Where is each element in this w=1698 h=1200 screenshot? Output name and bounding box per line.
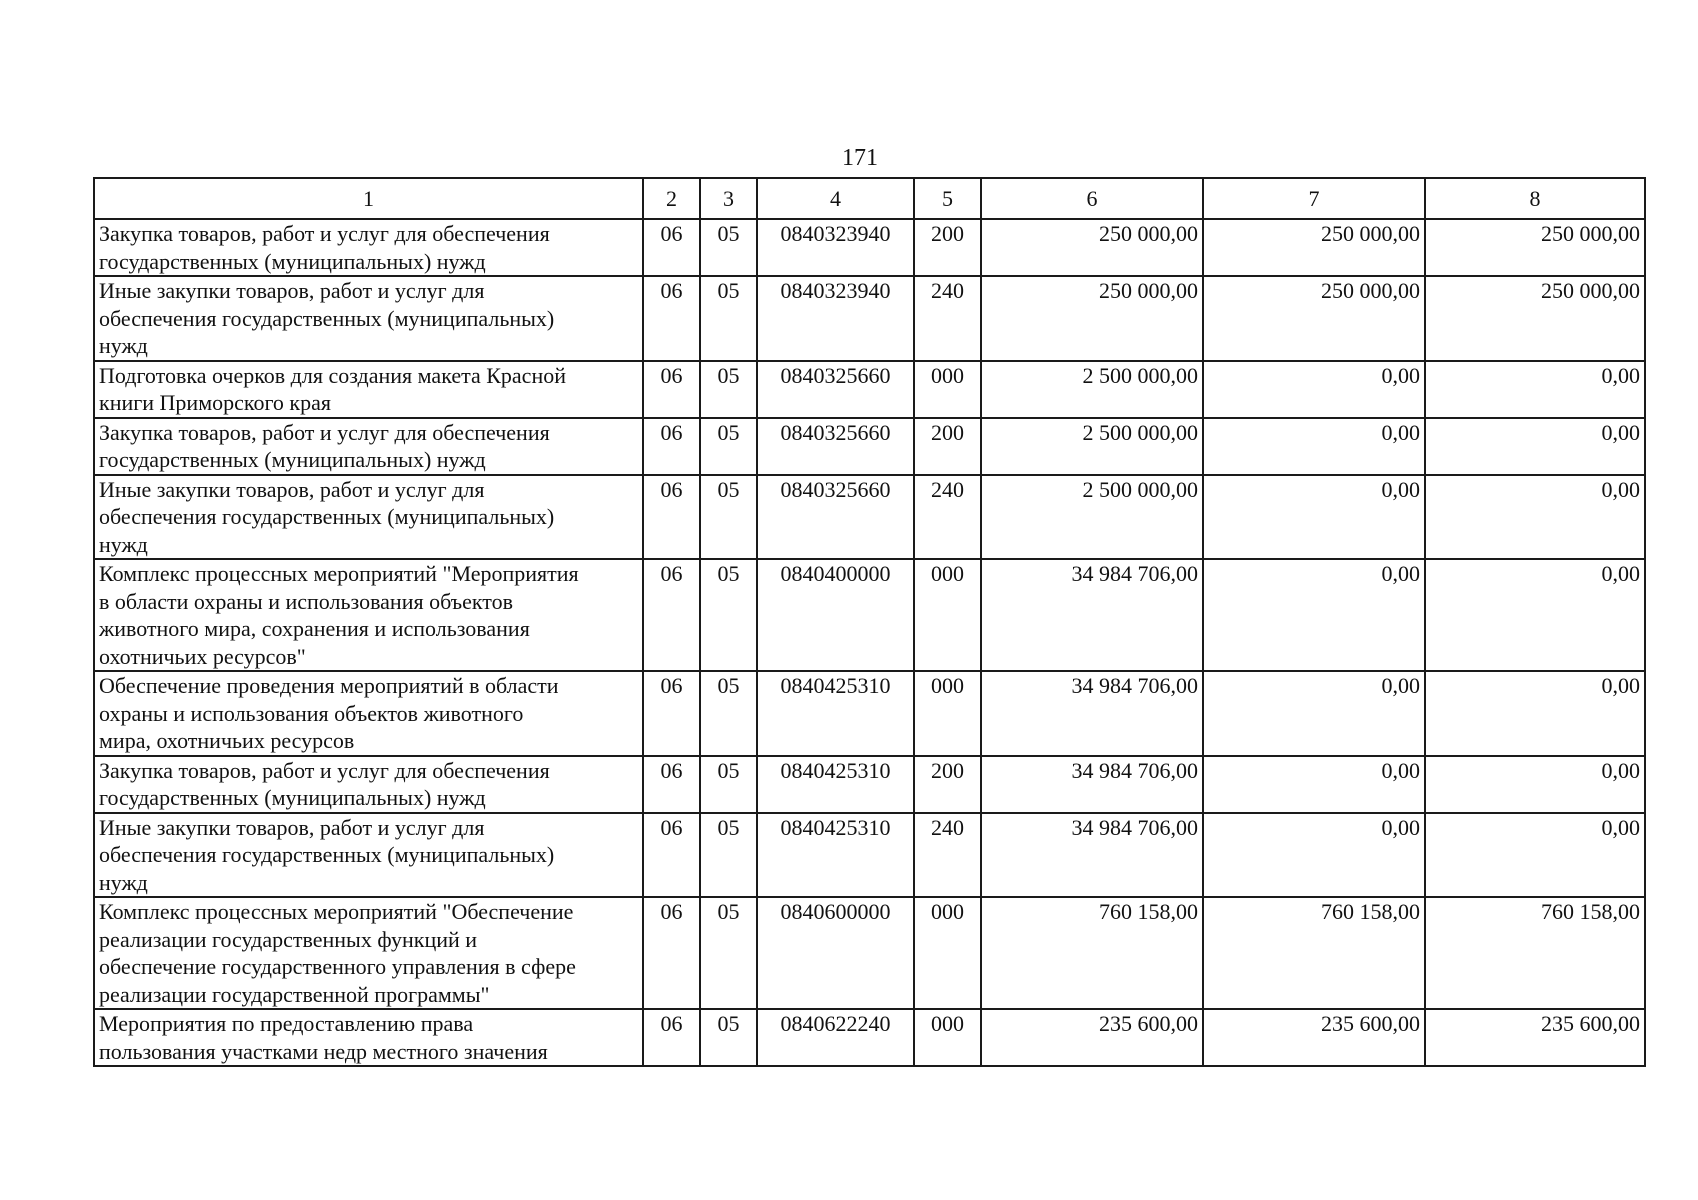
row-subsection-code: 05 [700, 361, 757, 418]
table-body [94, 219, 1645, 1066]
row-amount-col-6: 760 158,00 [981, 897, 1203, 1009]
row-subsection-code: 05 [700, 1009, 757, 1066]
row-expense-type: 000 [914, 897, 981, 1009]
row-target-article: 0840325660 [757, 475, 914, 560]
row-subsection-code: 05 [700, 756, 757, 813]
table-row [94, 897, 1645, 1009]
row-amount-col-8: 0,00 [1425, 418, 1645, 475]
row-amount-col-8: 0,00 [1425, 756, 1645, 813]
row-subsection-code: 05 [700, 475, 757, 560]
row-section-code: 06 [643, 813, 700, 898]
row-target-article: 0840325660 [757, 361, 914, 418]
row-name [94, 897, 643, 1009]
row-amount-col-6: 250 000,00 [981, 219, 1203, 276]
table-row [94, 559, 1645, 671]
row-name-line: государственных (муниципальных) нужд [99, 447, 486, 472]
row-name-line: нужд [99, 333, 148, 358]
row-name-line: Закупка товаров, работ и услуг для обеспечения [99, 221, 550, 246]
row-section-code: 06 [643, 559, 700, 671]
row-name-line: государственных (муниципальных) нужд [99, 785, 486, 810]
budget-table [93, 177, 1646, 1067]
header-col-2: 2 [643, 178, 700, 219]
row-expense-type: 000 [914, 671, 981, 756]
header-col-4: 4 [757, 178, 914, 219]
table-row [94, 756, 1645, 813]
row-name [94, 756, 643, 813]
row-name-line: обеспечения государственных (муниципальных) [99, 305, 555, 331]
row-name-line: обеспечения государственных (муниципальных) [99, 842, 555, 867]
row-amount-col-8: 760 158,00 [1425, 897, 1645, 1009]
row-subsection-code: 05 [700, 219, 757, 276]
row-name [94, 276, 643, 361]
row-name [94, 813, 643, 898]
row-target-article: 0840325660 [757, 418, 914, 475]
row-section-code: 06 [643, 671, 700, 756]
row-amount-col-7: 760 158,00 [1203, 897, 1425, 1009]
row-section-code: 06 [643, 418, 700, 475]
row-section-code: 06 [643, 897, 700, 1009]
table-row [94, 418, 1645, 475]
row-amount-col-6: 2 500 000,00 [981, 418, 1203, 475]
row-section-code: 06 [643, 276, 700, 361]
row-amount-col-8: 0,00 [1425, 671, 1645, 756]
table-row [94, 671, 1645, 756]
page-number: 171 [842, 145, 878, 171]
row-name-line: обеспечения государственных (муниципальных) [99, 504, 555, 529]
row-amount-col-6: 34 984 706,00 [981, 559, 1203, 671]
row-name-line: пользования участками недр местного значения [99, 1038, 548, 1064]
row-name-line: Иные закупки товаров, работ и услуг для [99, 476, 485, 502]
row-amount-col-7: 235 600,00 [1203, 1009, 1425, 1066]
row-name-line: реализации государственной программы" [99, 981, 490, 1007]
row-expense-type: 000 [914, 559, 981, 671]
row-expense-type: 200 [914, 219, 981, 276]
header-col-5: 5 [914, 178, 981, 219]
row-amount-col-6: 34 984 706,00 [981, 813, 1203, 898]
row-name-line: мира, охотничьих ресурсов [99, 728, 355, 753]
row-subsection-code: 05 [700, 276, 757, 361]
row-name-line: Закупка товаров, работ и услуг для обеспечения [99, 419, 550, 445]
row-expense-type: 240 [914, 813, 981, 898]
row-amount-col-7: 0,00 [1203, 475, 1425, 560]
row-name-line: нужд [99, 531, 148, 557]
row-target-article: 0840425310 [757, 671, 914, 756]
row-expense-type: 200 [914, 756, 981, 813]
header-col-7: 7 [1203, 178, 1425, 219]
row-name [94, 361, 643, 418]
row-name-line: Закупка товаров, работ и услуг для обеспечения [99, 757, 550, 783]
row-amount-col-6: 34 984 706,00 [981, 671, 1203, 756]
table-row [94, 1009, 1645, 1066]
row-section-code: 06 [643, 219, 700, 276]
row-amount-col-8: 250 000,00 [1425, 276, 1645, 361]
row-name-line: Комплекс процессных мероприятий "Обеспечение [99, 899, 574, 924]
row-amount-col-7: 0,00 [1203, 671, 1425, 756]
row-amount-col-7: 0,00 [1203, 559, 1425, 671]
row-name-line: нужд [99, 869, 148, 895]
row-section-code: 06 [643, 1009, 700, 1066]
row-name-line: Мероприятия по предоставлению права [99, 1011, 474, 1036]
row-amount-col-7: 0,00 [1203, 813, 1425, 898]
row-expense-type: 240 [914, 475, 981, 560]
row-amount-col-7: 0,00 [1203, 756, 1425, 813]
row-amount-col-8: 0,00 [1425, 475, 1645, 560]
row-amount-col-6: 235 600,00 [981, 1009, 1203, 1066]
header-col-1: 1 [94, 178, 643, 219]
row-subsection-code: 05 [700, 418, 757, 475]
row-name-line: реализации государственных функций и [99, 926, 478, 952]
row-subsection-code: 05 [700, 559, 757, 671]
row-subsection-code: 05 [700, 897, 757, 1009]
table-row [94, 276, 1645, 361]
row-name-line: охраны и использования объектов животного [99, 700, 524, 726]
header-row [94, 178, 1645, 219]
row-amount-col-8: 235 600,00 [1425, 1009, 1645, 1066]
row-amount-col-8: 0,00 [1425, 559, 1645, 671]
row-name-line: Подготовка очерков для создания макета Красной [99, 362, 566, 388]
table-row [94, 361, 1645, 418]
row-section-code: 06 [643, 756, 700, 813]
row-subsection-code: 05 [700, 813, 757, 898]
row-name-line: государственных (муниципальных) нужд [99, 248, 486, 274]
row-section-code: 06 [643, 475, 700, 560]
row-expense-type: 200 [914, 418, 981, 475]
row-target-article: 0840600000 [757, 897, 914, 1009]
row-name [94, 475, 643, 560]
row-target-article: 0840425310 [757, 813, 914, 898]
row-name-line: охотничьих ресурсов" [99, 643, 306, 669]
row-target-article: 0840400000 [757, 559, 914, 671]
row-target-article: 0840425310 [757, 756, 914, 813]
row-name-line: Комплекс процессных мероприятий "Мероприятия [99, 561, 579, 586]
row-target-article: 0840323940 [757, 276, 914, 361]
row-name [94, 1009, 643, 1066]
row-amount-col-6: 34 984 706,00 [981, 756, 1203, 813]
row-amount-col-6: 2 500 000,00 [981, 475, 1203, 560]
row-amount-col-8: 250 000,00 [1425, 219, 1645, 276]
row-name-line: животного мира, сохранения и использования [99, 616, 530, 641]
row-amount-col-8: 0,00 [1425, 813, 1645, 898]
row-name [94, 671, 643, 756]
row-target-article: 0840323940 [757, 219, 914, 276]
row-name-line: Иные закупки товаров, работ и услуг для [99, 814, 485, 840]
row-amount-col-8: 0,00 [1425, 361, 1645, 418]
header-col-3: 3 [700, 178, 757, 219]
row-name-line: Обеспечение проведения мероприятий в области [99, 673, 559, 698]
row-expense-type: 000 [914, 1009, 981, 1066]
row-expense-type: 240 [914, 276, 981, 361]
row-name-line: обеспечение государственного управления в сфере [99, 954, 576, 979]
row-amount-col-7: 0,00 [1203, 418, 1425, 475]
row-amount-col-7: 250 000,00 [1203, 219, 1425, 276]
row-amount-col-6: 250 000,00 [981, 276, 1203, 361]
row-name-line: в области охраны и использования объектов [99, 588, 513, 614]
row-amount-col-7: 0,00 [1203, 361, 1425, 418]
row-amount-col-7: 250 000,00 [1203, 276, 1425, 361]
row-name [94, 559, 643, 671]
row-section-code: 06 [643, 361, 700, 418]
table-row [94, 813, 1645, 898]
row-name [94, 219, 643, 276]
row-target-article: 0840622240 [757, 1009, 914, 1066]
row-name-line: Иные закупки товаров, работ и услуг для [99, 278, 485, 303]
row-name-line: книги Приморского края [99, 390, 331, 415]
table-row [94, 475, 1645, 560]
header-col-6: 6 [981, 178, 1203, 219]
table-row [94, 219, 1645, 276]
row-name [94, 418, 643, 475]
header-col-8: 8 [1425, 178, 1645, 219]
row-subsection-code: 05 [700, 671, 757, 756]
row-amount-col-6: 2 500 000,00 [981, 361, 1203, 418]
row-expense-type: 000 [914, 361, 981, 418]
